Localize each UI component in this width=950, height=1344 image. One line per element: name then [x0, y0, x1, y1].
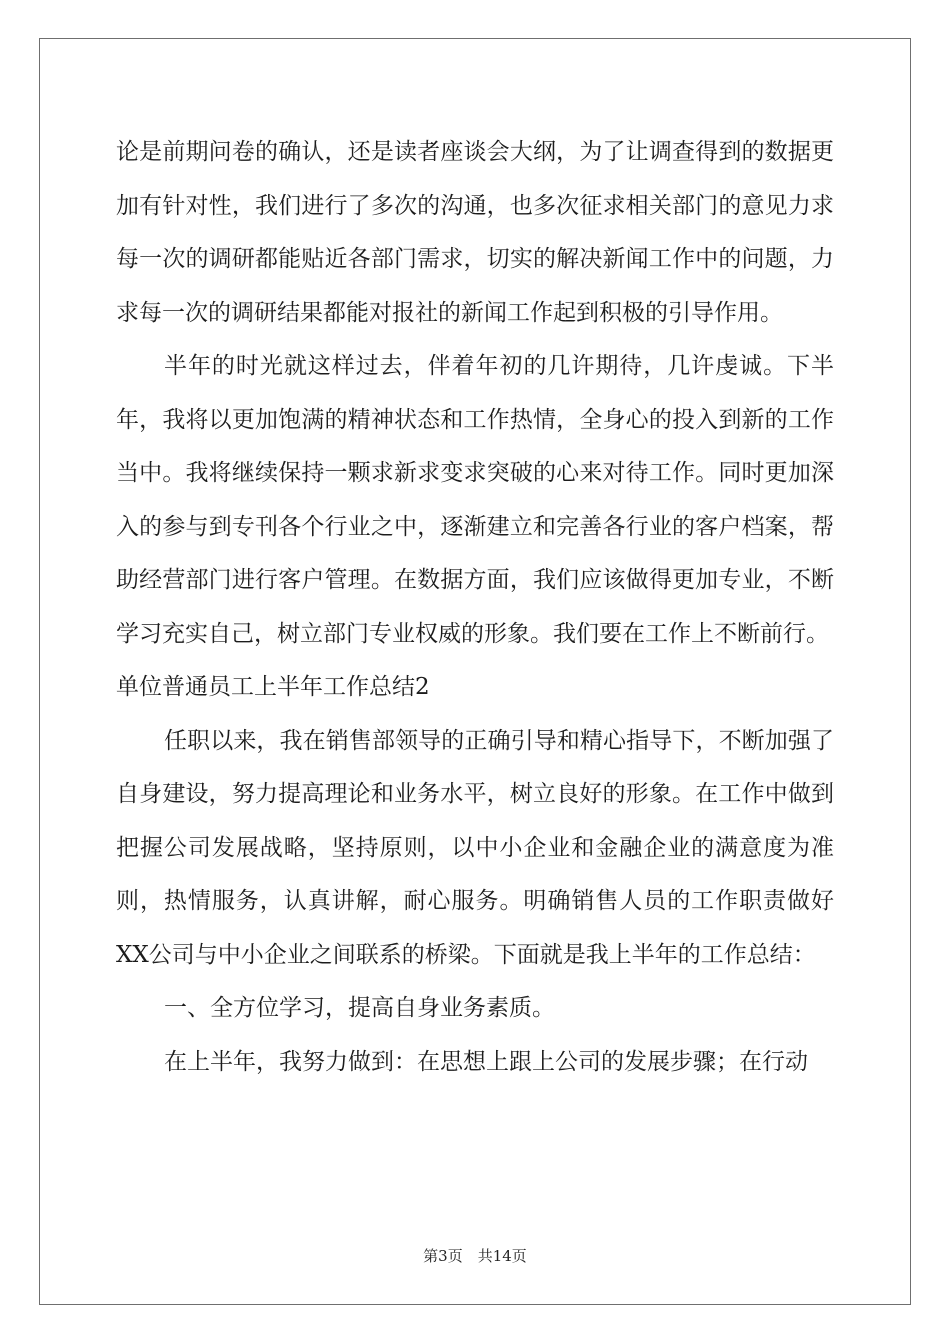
paragraph: 一、全方位学习，提高自身业务素质。	[164, 995, 555, 1021]
document-body	[116, 126, 834, 1089]
paragraph: 论是前期问卷的确认，还是读者座谈会大纲，为了让调查得到的数据更加有针对性，我们进行了多次的沟通，也多次征求相关部门的意见力求每一次的调研都能贴近各部门需求，切实的解决新闻工作中的问题，力求每一次的调研结果都能对报社的新闻工作起到积极的引导作用。	[116, 139, 834, 326]
page-number: 第3页 共14页	[423, 1247, 527, 1265]
paragraph: 半年的时光就这样过去，伴着年初的几许期待，几许虔诚。下半年，我将以更加饱满的精神状态和工作热情，全身心的投入到新的工作当中。我将继续保持一颗求新求变求突破的心来对待工作。同时更加深入的参与到专刊各个行业之中，逐渐建立和完善各行业的客户档案，帮助经营部门进行客户管理。在数据方面，我们应该做得更加专业，不断学习充实自己，树立部门专业权威的形象。我们要在工作上不断前行。	[116, 353, 834, 647]
paragraph: 在上半年，我努力做到：在思想上跟上公司的发展步骤；在行动	[164, 1048, 808, 1075]
section-heading: 单位普通员工上半年工作总结2	[116, 674, 430, 700]
paragraph: 任职以来，我在销售部领导的正确引导和精心指导下，不断加强了自身建设，努力提高理论和业务水平，树立良好的形象。在工作中做到把握公司发展战略，坚持原则，以中小企业和金融企业的满意度为准则，热情服务，认真讲解，耐心服务。明确销售人员的工作职责做好XX公司与中小企业之间联系的桥梁。下面就是我上半年的工作总结：	[116, 727, 834, 968]
